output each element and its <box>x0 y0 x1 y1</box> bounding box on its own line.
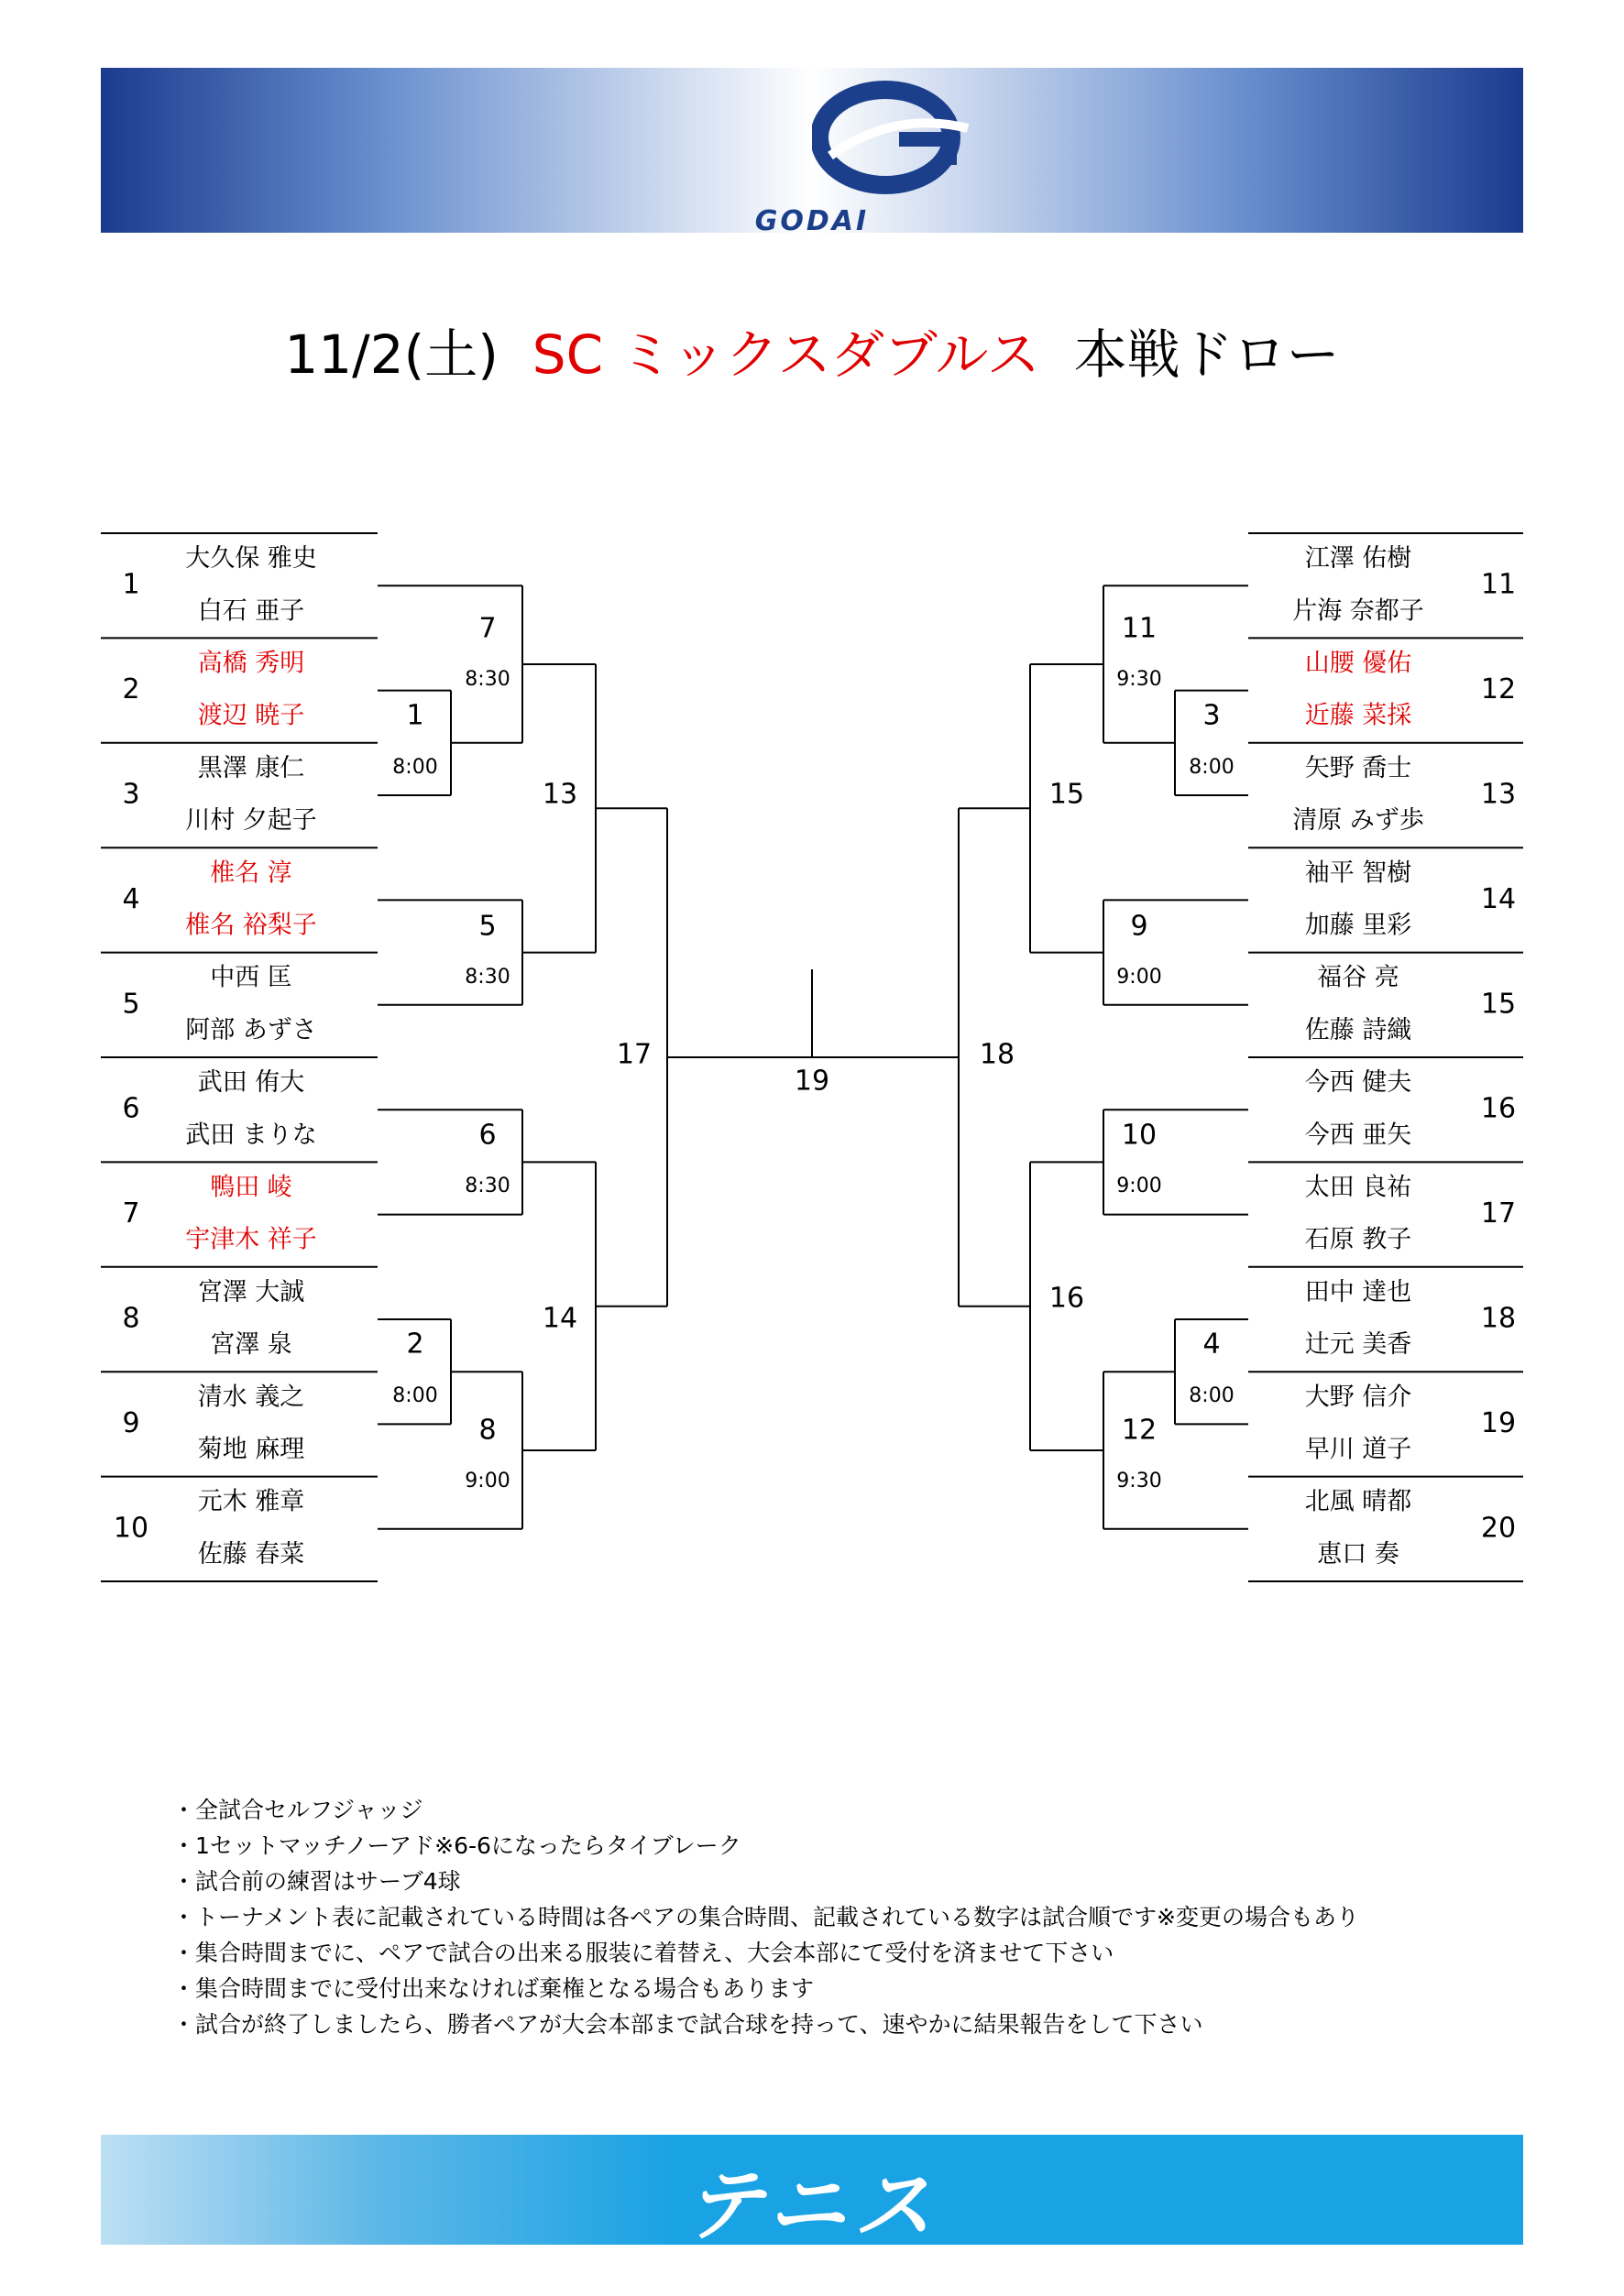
match-number: 5 <box>478 910 497 943</box>
match-number: 11 <box>1121 612 1158 645</box>
player-name: 渡辺 暁子 <box>197 701 305 730</box>
player-name: 宮澤 大誠 <box>197 1277 305 1307</box>
seed-number: 14 <box>1480 882 1517 915</box>
player-name: 武田 まりな <box>185 1121 317 1150</box>
seed-number: 9 <box>122 1406 140 1439</box>
player-name: 椎名 裕梨子 <box>185 911 317 940</box>
player-name: 矢野 喬士 <box>1304 753 1412 782</box>
note-item: ・トーナメント表に記載されている時間は各ペアの集合時間、記載されている数字は試合順です※変更の場合もあり <box>172 1904 1359 1930</box>
player-name: 北風 晴都 <box>1304 1487 1412 1516</box>
player-name: 清水 義之 <box>197 1383 305 1412</box>
match-number: 10 <box>1121 1119 1158 1152</box>
player-name: 大久保 雅史 <box>185 544 317 574</box>
player-name: 宮澤 泉 <box>210 1330 292 1360</box>
player-name: 阿部 あずさ <box>185 1015 317 1044</box>
match-number: 1 <box>406 699 424 732</box>
match-time: 8:30 <box>465 966 510 989</box>
player-name: 田中 達也 <box>1304 1277 1412 1307</box>
seed-number: 6 <box>122 1092 140 1125</box>
seed-number: 11 <box>1480 568 1517 601</box>
player-name: 高橋 秀明 <box>197 649 305 678</box>
match-number: 6 <box>478 1119 497 1152</box>
match-number: 15 <box>1048 778 1085 811</box>
match-time: 8:00 <box>392 1384 438 1407</box>
match-time: 9:00 <box>1116 1175 1162 1197</box>
seed-number: 7 <box>122 1197 140 1230</box>
match-time: 9:00 <box>465 1470 510 1492</box>
match-number: 9 <box>1130 910 1148 943</box>
seed-number: 5 <box>122 988 140 1021</box>
player-name: 川村 夕起子 <box>185 806 317 836</box>
player-name: 袖平 智樹 <box>1304 858 1412 888</box>
title-event: SC ミックスダブルス <box>532 323 1040 386</box>
note-item: ・集合時間までに、ペアで試合の出来る服装に着替え、大会本部にて受付を済ませて下さい <box>172 1940 1114 1966</box>
seed-number: 13 <box>1480 778 1517 811</box>
note-item: ・試合前の練習はサーブ4球 <box>172 1868 461 1895</box>
seed-number: 10 <box>113 1512 149 1545</box>
match-number: 18 <box>979 1038 1015 1071</box>
match-time: 8:00 <box>1189 756 1234 779</box>
player-name: 佐藤 春菜 <box>197 1539 305 1569</box>
note-item: ・試合が終了しましたら、勝者ペアが大会本部まで試合球を持って、速やかに結果報告をして下さい <box>172 2011 1203 2038</box>
player-name: 今西 亜矢 <box>1304 1121 1412 1150</box>
seed-number: 15 <box>1480 988 1517 1021</box>
player-name: 白石 亜子 <box>197 596 305 626</box>
player-name: 辻元 美香 <box>1304 1330 1412 1360</box>
seed-number: 19 <box>1480 1406 1517 1439</box>
player-name: 早川 道子 <box>1304 1435 1412 1464</box>
player-name: 大野 信介 <box>1304 1383 1412 1412</box>
player-name: 黒澤 康仁 <box>197 753 305 782</box>
player-name: 武田 侑大 <box>197 1068 305 1098</box>
match-time: 8:30 <box>465 668 510 691</box>
notes-list <box>172 1792 1359 2042</box>
seed-number: 1 <box>122 568 140 601</box>
player-name: 中西 匡 <box>210 963 292 992</box>
match-number: 14 <box>542 1302 578 1335</box>
player-name: 山腰 優佑 <box>1304 649 1412 678</box>
match-time: 9:30 <box>1116 1470 1162 1492</box>
match-number: 12 <box>1121 1414 1158 1447</box>
match-time: 9:00 <box>1116 966 1162 989</box>
note-item: ・1セットマッチノーアド※6-6になったらタイブレーク <box>172 1832 741 1859</box>
match-time: 8:00 <box>392 756 438 779</box>
match-number: 19 <box>794 1065 830 1098</box>
player-name: 恵口 奏 <box>1317 1539 1399 1569</box>
seed-number: 12 <box>1480 673 1517 706</box>
player-name: 加藤 里彩 <box>1304 911 1412 940</box>
player-name: 片海 奈都子 <box>1292 596 1424 626</box>
player-name: 清原 みず歩 <box>1292 806 1424 836</box>
match-number: 4 <box>1202 1328 1221 1361</box>
seed-number: 18 <box>1480 1302 1517 1335</box>
title-date: 11/2(土) <box>284 323 499 386</box>
match-number: 17 <box>616 1038 653 1071</box>
match-number: 13 <box>542 778 578 811</box>
player-name: 太田 良祐 <box>1304 1173 1412 1202</box>
seed-number: 4 <box>122 882 140 915</box>
seed-number: 2 <box>122 673 140 706</box>
player-name: 石原 教子 <box>1304 1225 1412 1254</box>
logo-text: GODAI <box>754 205 870 237</box>
note-item: ・集合時間までに受付出来なければ棄権となる場合もあります <box>172 1975 815 2002</box>
player-name: 佐藤 詩織 <box>1304 1015 1412 1044</box>
footer-text: テニス <box>684 2160 940 2252</box>
match-time: 8:00 <box>1189 1384 1234 1407</box>
player-name: 福谷 亮 <box>1317 963 1399 992</box>
match-number: 3 <box>1202 699 1221 732</box>
match-time: 9:30 <box>1116 668 1162 691</box>
player-name: 菊地 麻理 <box>197 1435 305 1464</box>
player-name: 今西 健夫 <box>1304 1068 1412 1098</box>
player-name: 鴨田 崚 <box>210 1173 292 1202</box>
player-name: 元木 雅章 <box>197 1487 305 1516</box>
seed-number: 16 <box>1480 1092 1517 1125</box>
match-number: 7 <box>478 612 497 645</box>
player-name: 江澤 佑樹 <box>1304 544 1412 574</box>
match-number: 2 <box>406 1328 424 1361</box>
player-name: 近藤 菜採 <box>1304 701 1412 730</box>
footer-banner <box>101 2135 1523 2252</box>
match-number: 16 <box>1048 1282 1085 1315</box>
seed-number: 17 <box>1480 1197 1517 1230</box>
player-name: 宇津木 祥子 <box>185 1225 317 1254</box>
seed-number: 8 <box>122 1302 140 1335</box>
match-time: 8:30 <box>465 1175 510 1197</box>
match-number: 8 <box>478 1414 497 1447</box>
title-suffix: 本戦ドロー <box>1073 323 1340 386</box>
seed-number: 3 <box>122 778 140 811</box>
note-item: ・全試合セルフジャッジ <box>172 1797 423 1823</box>
seed-number: 20 <box>1480 1512 1517 1545</box>
player-name: 椎名 淳 <box>210 858 292 888</box>
